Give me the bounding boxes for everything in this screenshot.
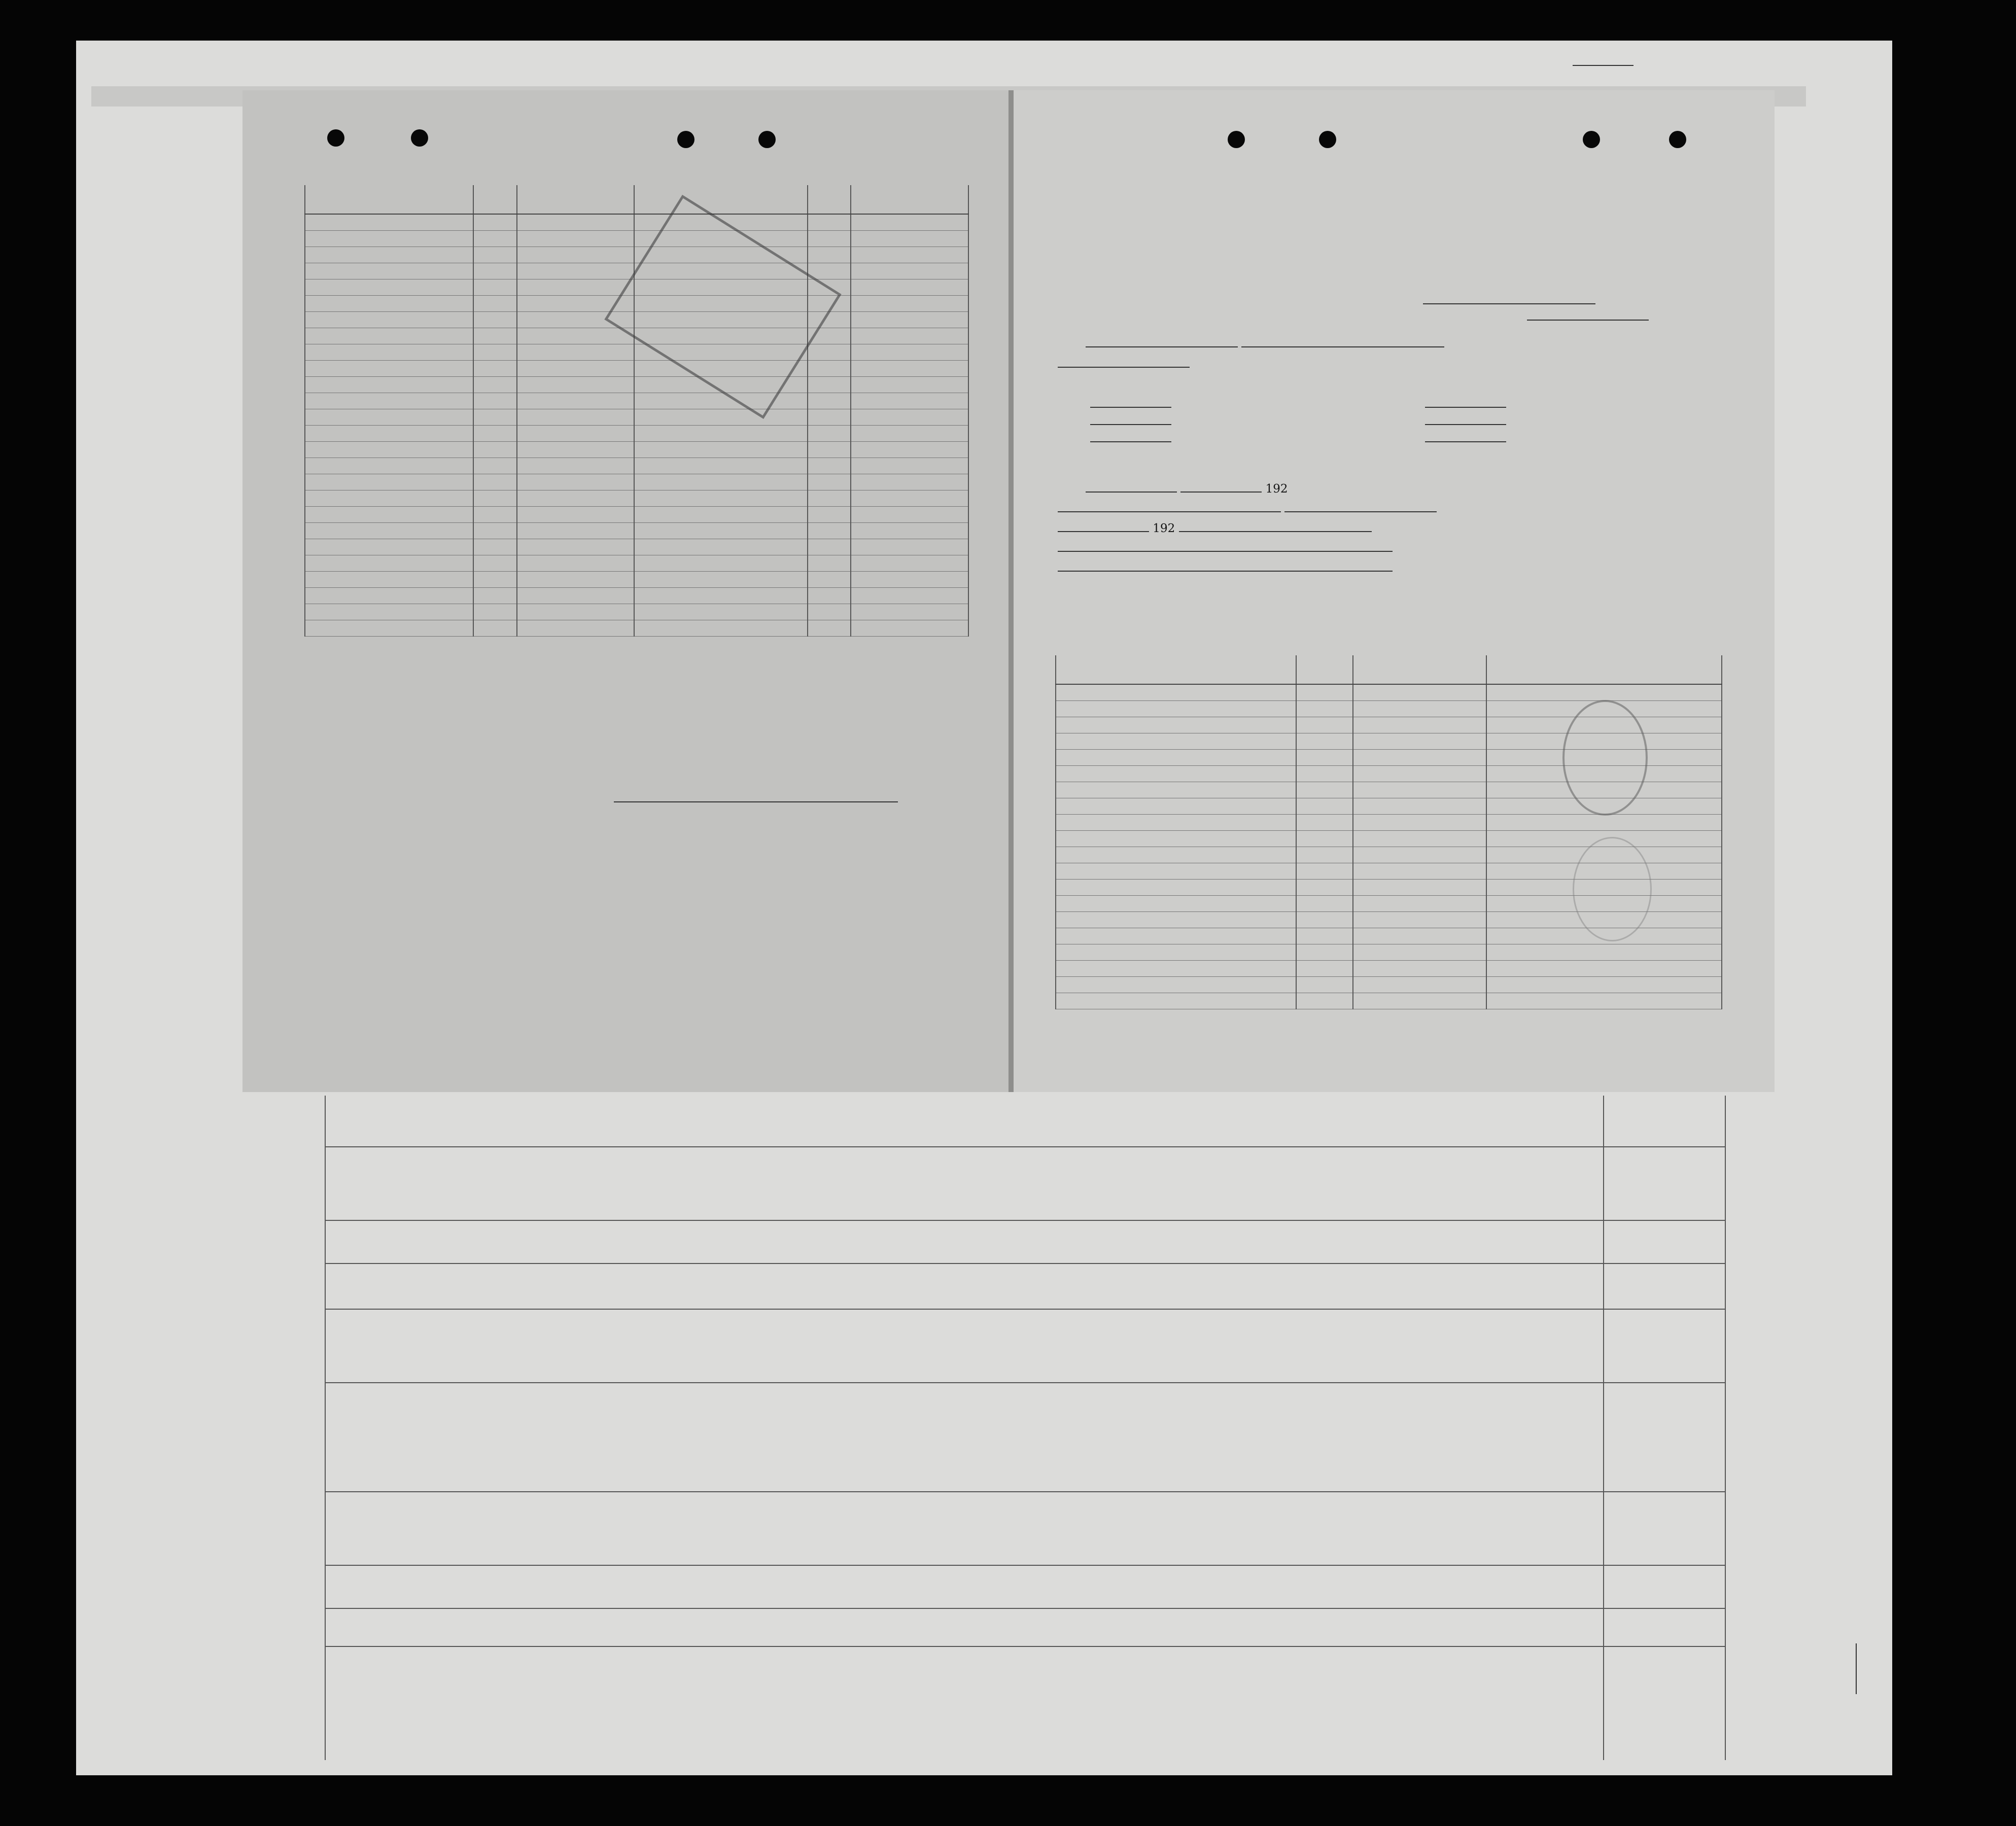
table-row — [305, 588, 968, 604]
table-row — [305, 620, 968, 637]
seaman-age — [473, 214, 517, 231]
seaman-name — [305, 393, 473, 409]
seaman-name — [305, 279, 473, 296]
seaman-age — [473, 539, 517, 555]
seaman-nationality — [517, 263, 635, 279]
stat-value — [1425, 407, 1506, 408]
crew-stats — [1083, 398, 1717, 450]
empty-cell — [1486, 993, 1722, 1009]
seaman-nationality — [517, 572, 635, 588]
empty-cell — [1056, 684, 1296, 701]
col-age — [1296, 655, 1353, 684]
empty-cell — [1056, 961, 1296, 977]
empty-cell — [1353, 944, 1486, 961]
seaman-name — [305, 539, 473, 555]
table-row — [305, 458, 968, 474]
empty-cell — [851, 296, 968, 312]
seaman-nationality — [517, 523, 635, 539]
seaman-age — [473, 555, 517, 572]
empty-cell — [1056, 831, 1296, 847]
seaman-name — [305, 442, 473, 458]
empty-cell — [851, 344, 968, 361]
seaman-nationality — [517, 214, 635, 231]
empty-cell — [1056, 733, 1296, 750]
empty-cell — [808, 490, 851, 507]
seaman-name — [305, 572, 473, 588]
punch-hole — [1669, 131, 1686, 148]
empty-cell — [1353, 847, 1486, 863]
empty-cell — [808, 572, 851, 588]
punch-hole — [1319, 131, 1336, 148]
table-row — [305, 490, 968, 507]
stats-row — [1083, 415, 1717, 433]
seaman-name — [305, 328, 473, 344]
empty-cell — [1056, 750, 1296, 766]
table-row — [305, 604, 968, 620]
seaman-age — [473, 312, 517, 328]
empty-cell — [1056, 912, 1296, 928]
seaman-name — [305, 409, 473, 426]
seaman-name — [305, 555, 473, 572]
empty-cell — [634, 555, 807, 572]
table-row — [1056, 944, 1722, 961]
seaman-age — [473, 231, 517, 247]
seaman-nationality — [517, 344, 635, 361]
signature-line — [614, 801, 898, 802]
empty-cell — [1296, 993, 1353, 1009]
empty-cell — [634, 604, 807, 620]
empty-cell — [634, 490, 807, 507]
table-row — [305, 409, 968, 426]
manifest-grid — [325, 1096, 1725, 1760]
seaman-name — [305, 344, 473, 361]
empty-cell — [808, 507, 851, 523]
empty-cell — [808, 393, 851, 409]
empty-cell — [634, 458, 807, 474]
empty-cell — [851, 523, 968, 539]
empty-cell — [851, 555, 968, 572]
empty-cell — [808, 442, 851, 458]
empty-cell — [1486, 815, 1722, 831]
seaman-age — [473, 426, 517, 442]
circular-port-stamp — [1562, 700, 1648, 816]
empty-cell — [1296, 717, 1353, 733]
page-fold — [1009, 90, 1014, 1092]
empty-cell — [1296, 831, 1353, 847]
seaman-name — [305, 263, 473, 279]
col-nationality — [517, 185, 635, 214]
col-name — [305, 185, 473, 214]
empty-cell — [851, 539, 968, 555]
seaman-nationality — [517, 426, 635, 442]
empty-cell — [1296, 750, 1353, 766]
table-row — [305, 393, 968, 409]
empty-cell — [808, 620, 851, 637]
table-row — [1056, 993, 1722, 1009]
empty-cell — [851, 442, 968, 458]
stat-value — [1090, 424, 1171, 425]
seaman-nationality — [517, 474, 635, 490]
empty-cell — [1353, 750, 1486, 766]
stat-value — [1425, 424, 1506, 425]
empty-cell — [1353, 684, 1486, 701]
table-row — [305, 507, 968, 523]
empty-cell — [634, 507, 807, 523]
seaman-nationality — [517, 377, 635, 393]
empty-cell — [1296, 896, 1353, 912]
seaman-nationality — [517, 604, 635, 620]
empty-cell — [1353, 701, 1486, 717]
empty-cell — [1056, 717, 1296, 733]
empty-cell — [808, 214, 851, 231]
empty-cell — [1353, 863, 1486, 880]
empty-cell — [1056, 798, 1296, 815]
empty-cell — [808, 604, 851, 620]
seaman-age — [473, 361, 517, 377]
seaman-nationality — [517, 409, 635, 426]
empty-cell — [634, 523, 807, 539]
empty-cell — [851, 588, 968, 604]
empty-cell — [851, 377, 968, 393]
table-row — [1056, 684, 1722, 701]
empty-cell — [808, 361, 851, 377]
seaman-nationality — [517, 458, 635, 474]
seaman-name — [305, 361, 473, 377]
seaman-nationality — [517, 620, 635, 637]
empty-cell — [1056, 928, 1296, 944]
empty-cell — [851, 361, 968, 377]
empty-cell — [1296, 782, 1353, 798]
table-row — [305, 426, 968, 442]
empty-cell — [1296, 863, 1353, 880]
table-row — [305, 247, 968, 263]
manifest-col-headers — [1613, 1096, 1715, 1704]
table-row — [305, 539, 968, 555]
empty-cell — [1056, 977, 1296, 993]
seaman-age — [473, 328, 517, 344]
col-age — [473, 185, 517, 214]
empty-cell — [1056, 766, 1296, 782]
empty-cell — [851, 458, 968, 474]
seaman-name — [305, 523, 473, 539]
empty-cell — [1296, 944, 1353, 961]
empty-cell — [1486, 684, 1722, 701]
seaman-name — [305, 474, 473, 490]
stats-row — [1083, 398, 1717, 415]
stat-value — [1090, 407, 1171, 408]
empty-cell — [1056, 847, 1296, 863]
empty-cell — [851, 393, 968, 409]
seaman-name — [305, 588, 473, 604]
empty-cell — [1056, 880, 1296, 896]
stat-item — [1083, 398, 1171, 411]
empty-cell — [1296, 733, 1353, 750]
empty-cell — [808, 458, 851, 474]
seaman-nationality — [517, 507, 635, 523]
empty-cell — [851, 231, 968, 247]
seaman-name — [305, 296, 473, 312]
seaman-age — [473, 490, 517, 507]
empty-cell — [1296, 766, 1353, 782]
seaman-age — [473, 523, 517, 539]
empty-cell — [808, 409, 851, 426]
seaman-name — [305, 490, 473, 507]
seaman-nationality — [517, 539, 635, 555]
empty-cell — [1353, 961, 1486, 977]
empty-cell — [634, 474, 807, 490]
seaman-age — [473, 263, 517, 279]
seaman-name — [305, 604, 473, 620]
seaman-nationality — [517, 279, 635, 296]
empty-cell — [1056, 815, 1296, 831]
seaman-nationality — [517, 231, 635, 247]
stats-row — [1083, 433, 1717, 450]
empty-cell — [851, 474, 968, 490]
date-row — [1527, 310, 1649, 324]
table-row — [1056, 815, 1722, 831]
stat-item — [1083, 415, 1171, 428]
seaman-age — [473, 377, 517, 393]
punch-hole — [1228, 131, 1245, 148]
punch-hole — [758, 131, 776, 148]
table-row — [305, 555, 968, 572]
seaman-nationality — [517, 490, 635, 507]
table-row — [305, 442, 968, 458]
empty-cell — [634, 588, 807, 604]
empty-cell — [851, 247, 968, 263]
table-row — [305, 377, 968, 393]
empty-cell — [808, 555, 851, 572]
empty-cell — [1296, 977, 1353, 993]
seaman-age — [473, 620, 517, 637]
seaman-name — [305, 312, 473, 328]
table-row — [305, 344, 968, 361]
empty-cell — [851, 490, 968, 507]
seaman-age — [473, 458, 517, 474]
seaman-age — [473, 409, 517, 426]
seaman-nationality — [517, 393, 635, 409]
empty-cell — [851, 572, 968, 588]
seaman-age — [473, 393, 517, 409]
empty-cell — [1056, 782, 1296, 798]
table-row — [305, 474, 968, 490]
empty-cell — [1056, 993, 1296, 1009]
empty-cell — [1056, 944, 1296, 961]
empty-cell — [851, 312, 968, 328]
empty-cell — [808, 426, 851, 442]
table-row — [305, 361, 968, 377]
col-nationality — [1353, 655, 1486, 684]
punch-hole — [1583, 131, 1600, 148]
empty-cell — [634, 409, 807, 426]
seaman-name — [305, 214, 473, 231]
stat-item — [1418, 433, 1506, 445]
seaman-nationality — [517, 361, 635, 377]
empty-cell — [851, 279, 968, 296]
empty-cell — [808, 344, 851, 361]
empty-cell — [1296, 847, 1353, 863]
table-row — [1056, 961, 1722, 977]
punch-hole — [677, 131, 694, 148]
empty-cell — [808, 377, 851, 393]
col-when-where — [1486, 655, 1722, 684]
empty-cell — [634, 393, 807, 409]
empty-cell — [851, 426, 968, 442]
empty-cell — [851, 214, 968, 231]
empty-cell — [1353, 766, 1486, 782]
seaman-nationality — [517, 247, 635, 263]
empty-cell — [1353, 896, 1486, 912]
seaman-age — [473, 296, 517, 312]
empty-cell — [634, 426, 807, 442]
empty-cell — [1353, 798, 1486, 815]
empty-cell — [634, 620, 807, 637]
stat-item — [1418, 398, 1506, 411]
col-age-2 — [808, 185, 851, 214]
seamen-signed-on-table — [304, 185, 969, 637]
certify-paragraph — [1058, 334, 1727, 374]
empty-cell — [808, 474, 851, 490]
seaman-nationality — [517, 555, 635, 572]
seaman-nationality — [517, 442, 635, 458]
port-row — [1423, 294, 1595, 307]
sheet-no-bottom — [1853, 1643, 1867, 1694]
col-name-2 — [634, 185, 807, 214]
empty-cell — [1353, 977, 1486, 993]
stat-item — [1083, 433, 1171, 445]
seaman-age — [473, 279, 517, 296]
table-row — [305, 523, 968, 539]
empty-cell — [808, 231, 851, 247]
empty-cell — [1486, 977, 1722, 993]
seaman-age — [473, 588, 517, 604]
seaman-age — [473, 247, 517, 263]
empty-cell — [1353, 993, 1486, 1009]
empty-cell — [1353, 880, 1486, 896]
empty-cell — [851, 620, 968, 637]
punch-hole — [327, 129, 344, 147]
seaman-name — [305, 426, 473, 442]
empty-cell — [808, 539, 851, 555]
empty-cell — [1056, 863, 1296, 880]
empty-cell — [1353, 831, 1486, 847]
table-row — [305, 214, 968, 231]
empty-cell — [851, 409, 968, 426]
empty-cell — [1353, 928, 1486, 944]
empty-cell — [851, 263, 968, 279]
empty-cell — [634, 539, 807, 555]
empty-cell — [808, 523, 851, 539]
empty-cell — [1056, 701, 1296, 717]
seaman-age — [473, 344, 517, 361]
empty-cell — [1296, 928, 1353, 944]
seaman-name — [305, 507, 473, 523]
empty-cell — [851, 604, 968, 620]
empty-cell — [1296, 815, 1353, 831]
seaman-age — [473, 474, 517, 490]
seaman-name — [305, 247, 473, 263]
seaman-age — [473, 604, 517, 620]
empty-cell — [634, 442, 807, 458]
seaman-nationality — [517, 588, 635, 604]
seaman-age — [473, 442, 517, 458]
empty-cell — [1353, 733, 1486, 750]
empty-cell — [808, 247, 851, 263]
col-nationality-2 — [851, 185, 968, 214]
empty-cell — [1296, 798, 1353, 815]
stat-item — [1418, 415, 1506, 428]
seaman-age — [473, 572, 517, 588]
stat-value — [1090, 441, 1171, 442]
arrival-paragraph: 192 192 — [1058, 479, 1727, 578]
seaman-name — [305, 377, 473, 393]
empty-cell — [851, 328, 968, 344]
seaman-name — [305, 231, 473, 247]
empty-cell — [1296, 684, 1353, 701]
empty-cell — [1056, 896, 1296, 912]
empty-cell — [1353, 912, 1486, 928]
empty-cell — [1296, 961, 1353, 977]
empty-cell — [1296, 880, 1353, 896]
table-row — [1056, 977, 1722, 993]
empty-cell — [1486, 944, 1722, 961]
seaman-name — [305, 458, 473, 474]
empty-cell — [1353, 782, 1486, 798]
table-row — [305, 231, 968, 247]
col-name — [1056, 655, 1296, 684]
punch-hole — [411, 129, 428, 147]
empty-cell — [634, 572, 807, 588]
empty-cell — [851, 507, 968, 523]
table-row — [305, 572, 968, 588]
stat-value — [1425, 441, 1506, 442]
seaman-name — [305, 620, 473, 637]
empty-cell — [1296, 701, 1353, 717]
seaman-age — [473, 507, 517, 523]
empty-cell — [1353, 815, 1486, 831]
empty-cell — [1296, 912, 1353, 928]
seaman-nationality — [517, 328, 635, 344]
circular-port-stamp — [1573, 837, 1652, 941]
empty-cell — [1486, 961, 1722, 977]
empty-cell — [808, 588, 851, 604]
sheet-no-top — [1573, 55, 1633, 69]
empty-cell — [1353, 717, 1486, 733]
